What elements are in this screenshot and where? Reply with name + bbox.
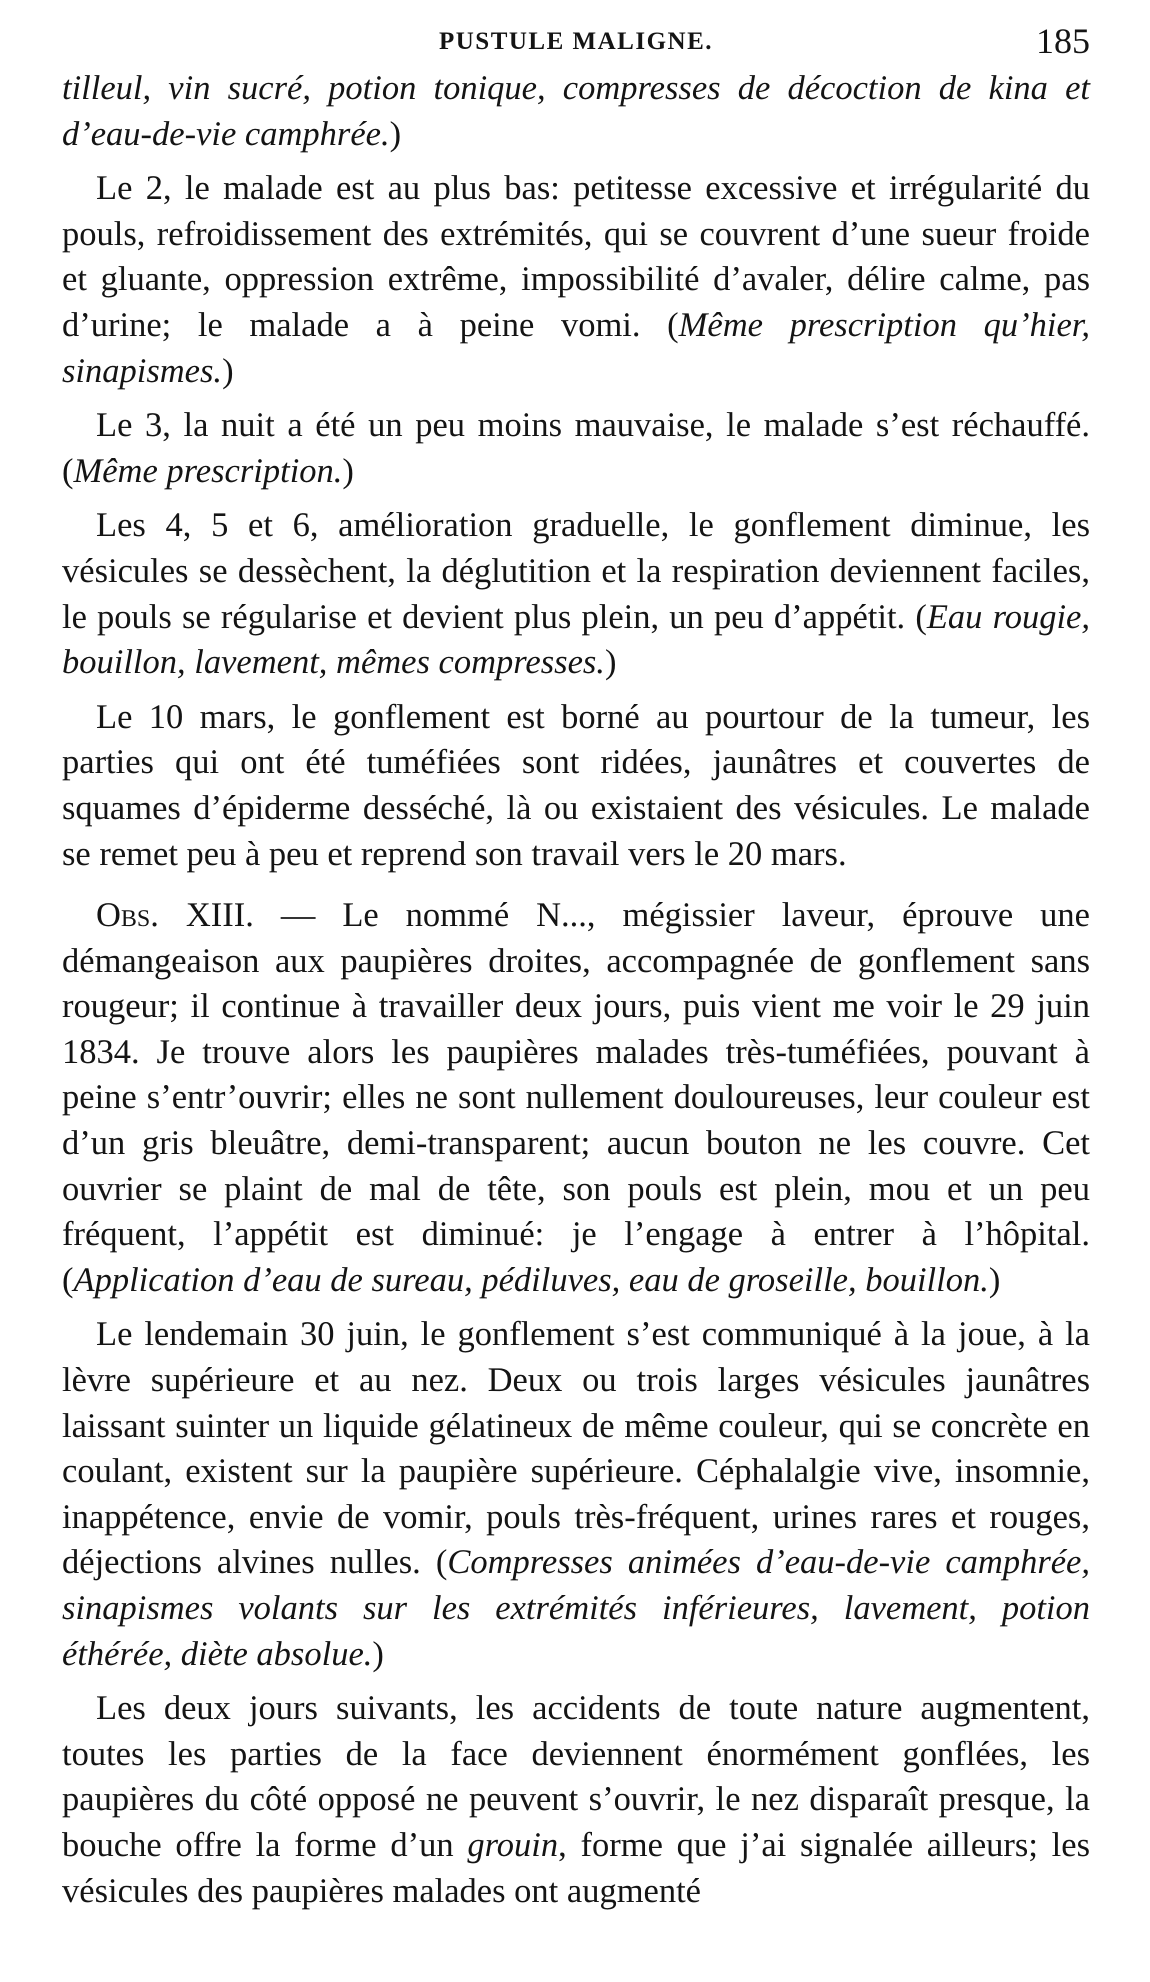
paragraph: [62, 166, 1090, 394]
paragraph: [62, 66, 1090, 157]
paragraph: [62, 695, 1090, 877]
italic-text: tilleul, vin sucré, potion tonique, compresses de décoction de kina et d’eau-de-vie camphrée.: [62, 69, 1090, 153]
text-run: Le 10 mars, le gonflement est borné au pourtour de la tumeur, les parties qui ont été tuméfiées sont ridées, jaunâtres et couvertes de squames d’épiderme desséché, là ou existaient des vésicules. Le malade se remet peu à peu et reprend son travail vers le 20 mars.: [62, 697, 1090, 873]
text-run: Les 4, 5 et 6, amélioration graduelle, le gonflement diminue, les vésicules se dessèchent, la déglutition et la respiration deviennent faciles, le pouls se régularise et devient plus plein, un peu d’appétit. (: [62, 506, 1090, 636]
paragraph: [62, 503, 1090, 685]
text-run: Le 2, le malade est au plus bas: petitesse excessive et irrégularité du pouls, refroidissement des extrémités, qui se couvrent d’une sueur froide et gluante, oppression extrême, impossibilité d’avaler, délire calme, pas d’urine; le malade a à peine vomi. (: [62, 169, 1090, 344]
paragraph: [62, 1312, 1090, 1677]
italic-text: Même prescription qu’hier, sinapismes.: [62, 305, 1090, 390]
text-run: Le 3, la nuit a été un peu moins mauvaise, le malade s’est réchauffé. (: [62, 406, 1090, 490]
text-run: Les deux jours suivants, les accidents de toute nature augmentent, toutes les parties de la face deviennent énormément gonflées, les paupières du côté opposé ne peuvent s’ouvrir, le nez disparaît presque, la bouche offre la forme d’un: [62, 1689, 1090, 1864]
text-run: ): [342, 451, 354, 490]
text-run: ): [222, 351, 234, 390]
italic-text: Eau rougie, bouillon, lavement, mêmes compresses.: [62, 597, 1090, 682]
page-number: 185: [1036, 21, 1090, 61]
paragraph: [62, 893, 1090, 1303]
italic-text: Même prescription.: [73, 451, 343, 490]
text-run: Le lendemain 30 juin, le gonflement s’est communiqué à la joue, à la lèvre supérieure et au nez. Deux ou trois larges vésicules jaunâtres laissant suinter un liquide gélatineux de même couleur, qui se concrète en coulant, existent sur la paupière supérieure. Céphalalgie vive, insomnie, inappétence, envie de vomir, pouls très-fréquent, urines rares et rouges, déjections alvines nulles. (: [62, 1315, 1090, 1582]
italic-text: Compresses animées d’eau-de-vie camphrée, sinapismes volants sur les extrémités inférieures, lavement, potion éthérée, diète absolue.: [62, 1543, 1090, 1673]
text-run: , forme que j’ai signalée ailleurs; les vésicules des paupières malades ont augmenté: [62, 1825, 1091, 1910]
text-run: ): [372, 1634, 384, 1673]
italic-text: grouin: [467, 1825, 559, 1864]
paragraph: [62, 403, 1090, 494]
text-run: ): [988, 1260, 1001, 1299]
text-run: XIII. — Le nommé N..., mégissier laveur, éprouve une démangeaison aux paupières droites, accompagnée de gonflement sans rougeur; il continue à travailler deux jours, puis vient me voir le 29 juin 1834. Je trouve alors les paupières malades très-tuméfiées, pouvant à peine s’entr’ouvrir; elles ne sont nullement douloureuses, leur couleur est d’un gris bleuâtre, demi-transparent; aucun bouton ne les couvre. Cet ouvrier se plaint de mal de tête, son pouls est plein, mou et un peu fréquent, l’appétit est diminué: je l’engage à entrer à l’hôpital. (: [62, 896, 1090, 1299]
book-page: [62, 20, 1090, 1923]
running-title: PUSTULE MALIGNE.: [438, 28, 714, 55]
paragraph: [62, 1686, 1090, 1914]
body-text: [62, 66, 1090, 1914]
running-header: [62, 20, 1090, 66]
text-run: ): [604, 643, 617, 682]
text-run: ): [389, 114, 402, 153]
italic-text: Application d’eau de sureau, pédiluves, eau de groseille, bouillon.: [73, 1260, 989, 1299]
small-caps-text: Obs.: [96, 896, 159, 935]
